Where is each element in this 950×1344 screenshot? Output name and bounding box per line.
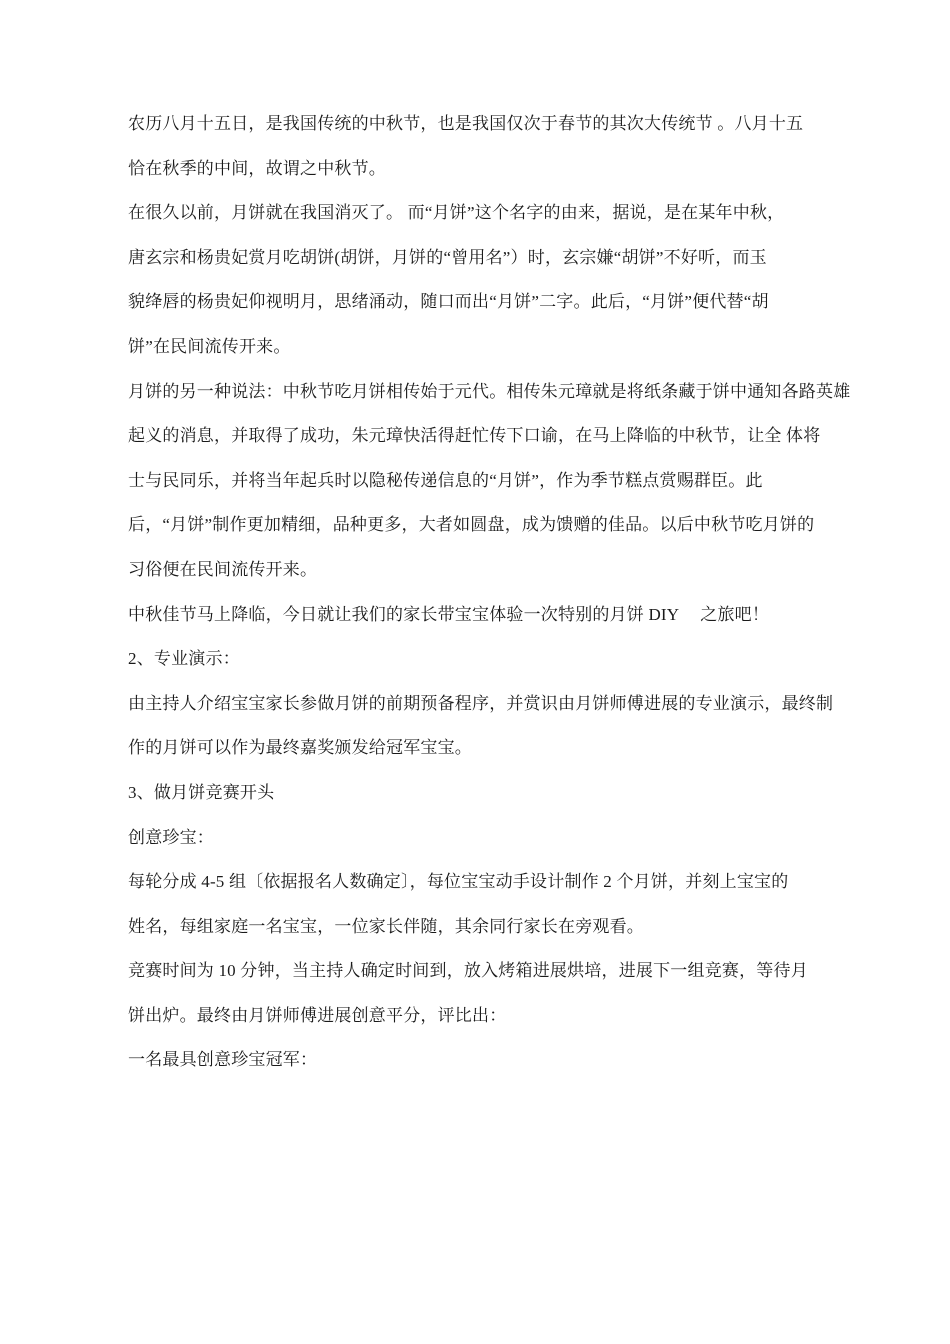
heading-item-2-professional-demo xyxy=(128,637,860,682)
paragraph-diy-invitation xyxy=(128,593,860,638)
text-line: 姓名，每组家庭一名宝宝，一位家长伴随，其余同行家长在旁观看。 xyxy=(128,916,644,936)
text-line: 恰在秋季的中间，故谓之中秋节。 xyxy=(128,158,386,178)
paragraph-intro-mid-autumn xyxy=(128,102,860,191)
paragraph-group-rules xyxy=(128,860,860,949)
text-line: 月饼的另一种说法：中秋节吃月饼相传始于元代。相传朱元璋就是将纸条藏于饼中通知各路英雄 xyxy=(128,381,851,401)
text-line: 饼出炉。最终由月饼师傅进展创意平分，评比出： xyxy=(128,1005,507,1025)
text-line: 每轮分成 4-5 组〔依据报名人数确定〕，每位宝宝动手设计制作 2 个月饼，并刻上宝宝的 xyxy=(128,872,789,892)
text-line: 农历八月十五日，是我国传统的中秋节，也是我国仅次于春节的其次大传统节 。八月十五 xyxy=(128,114,804,133)
text-line: 由主持人介绍宝宝家长参做月饼的前期预备程序，并赏识由月饼师傅进展的专业演示，最终制 xyxy=(128,693,834,713)
document-text-block xyxy=(128,102,860,1083)
text-line: 士与民同乐，并将当年起兵时以隐秘传递信息的“月饼”，作为季节糕点赏赐群臣。此 xyxy=(128,470,763,490)
paragraph-mooncake-name-origin xyxy=(128,191,860,369)
text-line: 习俗便在民间流传开来。 xyxy=(128,559,318,579)
text-line: 后，“月饼”制作更加精细，品种更多，大者如圆盘，成为馈赠的佳品。以后中秋节吃月饼的 xyxy=(128,515,815,535)
heading-creative-treasure xyxy=(128,816,860,861)
heading-item-3-contest-start xyxy=(128,771,860,816)
text-line: 3、做月饼竞赛开头 xyxy=(128,782,275,802)
text-line: 起义的消息，并取得了成功，朱元璋快活得赶忙传下口谕，在马上降临的中秋节，让全 体将 xyxy=(128,426,821,446)
text-line: 唐玄宗和杨贵妃赏月吃胡饼(胡饼，月饼的“曾用名”）时，玄宗嫌“胡饼”不好听，而玉 xyxy=(128,247,767,267)
paragraph-yuan-dynasty-legend xyxy=(128,370,860,593)
text-line: 饼”在民间流传开来。 xyxy=(128,336,291,356)
paragraph-champion-award xyxy=(128,1038,860,1083)
paragraph-contest-time-rules xyxy=(128,949,860,1038)
text-line: 中秋佳节马上降临，今日就让我们的家长带宝宝体验一次特别的月饼 DIY 之旅吧！ xyxy=(128,604,770,624)
text-line: 竞赛时间为 10 分钟，当主持人确定时间到，放入烤箱进展烘培，进展下一组竞赛，等待月 xyxy=(128,961,808,981)
text-line: 在很久以前，月饼就在我国消灭了。 而“月饼”这个名字的由来，据说，是在某年中秋， xyxy=(128,203,785,223)
text-line: 创意珍宝： xyxy=(128,827,214,847)
text-line: 作的月饼可以作为最终嘉奖颁发给冠军宝宝。 xyxy=(128,738,472,758)
text-line: 2、专业演示： xyxy=(128,649,240,669)
text-line: 貌绛唇的杨贵妃仰视明月，思绪涌动，随口而出“月饼”二字。此后，“月饼”便代替“胡 xyxy=(128,292,769,312)
paragraph-demo-description xyxy=(128,682,860,771)
text-line: 一名最具创意珍宝冠军： xyxy=(128,1050,318,1070)
